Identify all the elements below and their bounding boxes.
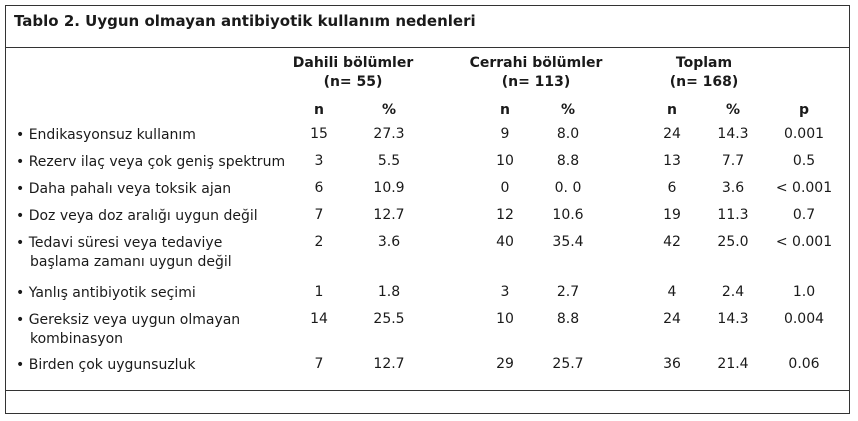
table-cell: 21.4	[717, 356, 749, 372]
subheader-p: p	[798, 102, 810, 118]
table-cell: 10.9	[373, 180, 405, 196]
table-cell: 3	[500, 284, 510, 300]
table-cell: 7	[314, 356, 324, 372]
group-name: Dahili bölümler	[292, 55, 414, 71]
title-divider	[6, 47, 849, 48]
table-cell: 13	[663, 153, 681, 169]
table-cell: 1.0	[792, 284, 816, 300]
table-cell: 1	[314, 284, 324, 300]
group-n: (n= 55)	[323, 74, 383, 90]
row-label-line: • Daha pahalı veya toksik ajan	[16, 181, 232, 197]
table-cell: 12	[496, 207, 514, 223]
table-cell: 8.8	[556, 311, 580, 327]
subheader-pct: %	[725, 102, 741, 118]
table-cell: 25.0	[717, 234, 749, 250]
table-cell: 1.8	[377, 284, 401, 300]
row-label-line: • Birden çok uygunsuzluk	[16, 357, 196, 373]
table-cell: 8.8	[556, 153, 580, 169]
table-cell: 7.7	[721, 153, 745, 169]
row-label-line: başlama zamanı uygun değil	[30, 254, 232, 270]
table-title: Tablo 2. Uygun olmayan antibiyotik kullanım nedenleri	[14, 12, 476, 30]
row-label	[16, 180, 306, 199]
table-cell: 7	[314, 207, 324, 223]
row-label-line: • Doz veya doz aralığı uygun değil	[16, 208, 258, 224]
row-label	[16, 234, 306, 272]
table-cell: 24	[663, 126, 681, 142]
table-cell: 15	[310, 126, 328, 142]
row-label-line: • Rezerv ilaç veya çok geniş spektrum	[16, 154, 286, 170]
table-cell: 36	[663, 356, 681, 372]
table-cell: 10	[496, 311, 514, 327]
table-cell: 0.5	[792, 153, 816, 169]
table-cell: 5.5	[377, 153, 401, 169]
table-cell: 35.4	[552, 234, 584, 250]
row-label	[16, 126, 306, 145]
table-cell: 0.001	[783, 126, 825, 142]
table-cell: 12.7	[373, 356, 405, 372]
table-cell: 0. 0	[554, 180, 582, 196]
row-label-line: • Endikasyonsuz kullanım	[16, 127, 196, 143]
table-cell: 14	[310, 311, 328, 327]
table-cell: 2	[314, 234, 324, 250]
row-label	[16, 153, 306, 172]
table-cell: 11.3	[717, 207, 749, 223]
table-cell: 4	[667, 284, 677, 300]
table-cell: 3.6	[721, 180, 745, 196]
table-cell: 10	[496, 153, 514, 169]
group-header-cerrahi	[451, 54, 621, 92]
subheader-pct: %	[560, 102, 576, 118]
subheader-pct: %	[381, 102, 397, 118]
table-cell: 12.7	[373, 207, 405, 223]
table-cell: 40	[496, 234, 514, 250]
table-cell: 2.7	[556, 284, 580, 300]
group-header-dahili	[268, 54, 438, 92]
row-label-line: • Yanlış antibiyotik seçimi	[16, 285, 196, 301]
group-name: Cerrahi bölümler	[469, 55, 603, 71]
table-cell: 0.06	[788, 356, 820, 372]
row-label	[16, 284, 306, 303]
row-label-line: • Tedavi süresi veya tedaviye	[16, 235, 223, 251]
table-cell: 6	[314, 180, 324, 196]
table-cell: 42	[663, 234, 681, 250]
table-cell: 24	[663, 311, 681, 327]
table-cell: 25.5	[373, 311, 405, 327]
table-cell: 8.0	[556, 126, 580, 142]
table-cell: 0.7	[792, 207, 816, 223]
table-cell: 2.4	[721, 284, 745, 300]
group-header-toplam	[619, 54, 789, 92]
row-label	[16, 207, 306, 226]
table-cell: < 0.001	[775, 234, 833, 250]
row-label-line: • Gereksiz veya uygun olmayan	[16, 312, 241, 328]
table-cell: 9	[500, 126, 510, 142]
table-cell: 0	[500, 180, 510, 196]
table-cell: 3	[314, 153, 324, 169]
table-frame	[5, 5, 850, 414]
table-cell: 25.7	[552, 356, 584, 372]
table-cell: 29	[496, 356, 514, 372]
table-cell: < 0.001	[775, 180, 833, 196]
bottom-divider	[6, 390, 849, 391]
row-label	[16, 311, 306, 349]
group-n: (n= 168)	[669, 74, 739, 90]
subheader-n: n	[667, 102, 677, 118]
table-cell: 10.6	[552, 207, 584, 223]
table-cell: 27.3	[373, 126, 405, 142]
subheader-n: n	[314, 102, 324, 118]
row-label	[16, 356, 306, 375]
row-label-line: kombinasyon	[30, 331, 124, 347]
table-cell: 19	[663, 207, 681, 223]
group-n: (n= 113)	[501, 74, 571, 90]
group-name: Toplam	[675, 55, 733, 71]
table-cell: 14.3	[717, 311, 749, 327]
table-cell: 3.6	[377, 234, 401, 250]
subheader-n: n	[500, 102, 510, 118]
table-cell: 0.004	[783, 311, 825, 327]
table-cell: 14.3	[717, 126, 749, 142]
table-cell: 6	[667, 180, 677, 196]
